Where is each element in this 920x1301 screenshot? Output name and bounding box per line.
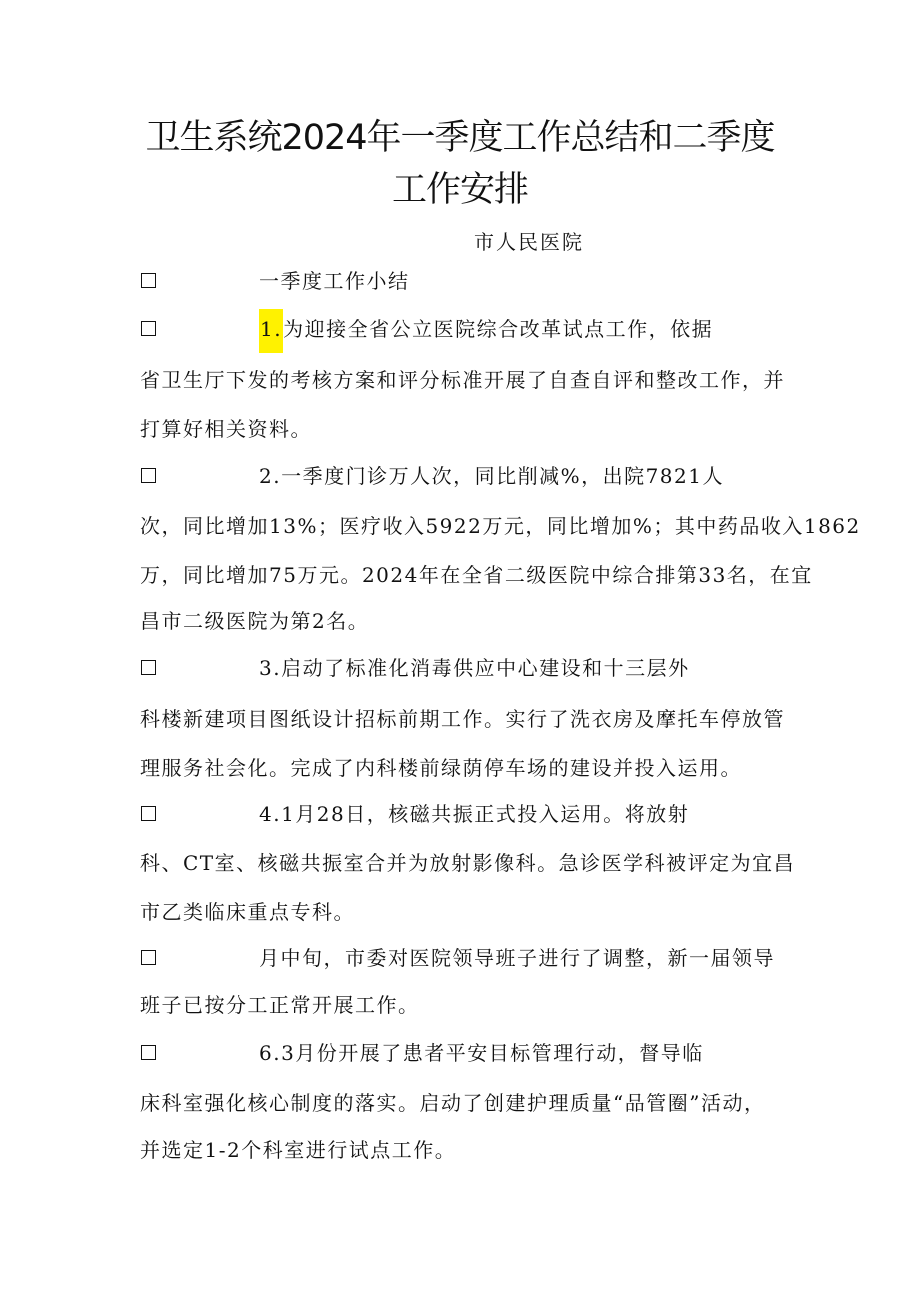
document-title-line-1: 卫生系统2024年一季度工作总结和二季度	[145, 118, 775, 158]
paragraph-line: 万，同比增加75万元。2024年在全省二级医院中综合排第33名，在宜	[140, 563, 813, 587]
item-4-first-line: 4.1月28日，核磁共振正式投入运用。将放射	[259, 802, 690, 826]
item-2-first-line: 2.一季度门诊万人次，同比削减%，出院7821人	[259, 464, 724, 488]
checkbox-icon	[141, 806, 156, 821]
checkbox-icon	[141, 468, 156, 483]
document-title-line-2: 工作安排	[391, 170, 528, 210]
paragraph-line: 班子已按分工正常开展工作。	[140, 993, 420, 1017]
paragraph-line: 科楼新建项目图纸设计招标前期工作。实行了洗衣房及摩托车停放管	[140, 707, 785, 731]
paragraph-line: 并选定1-2个科室进行试点工作。	[140, 1138, 457, 1162]
document-author: 市人民医院	[474, 230, 584, 254]
paragraph-line: 打算好相关资料。	[140, 417, 312, 441]
highlighted-number: 1.	[259, 309, 283, 353]
checkbox-icon	[141, 1045, 156, 1060]
paragraph-line: 昌市二级医院为第2名。	[140, 609, 370, 633]
checkbox-icon	[141, 273, 156, 288]
paragraph-line: 理服务社会化。完成了内科楼前绿荫停车场的建设并投入运用。	[140, 756, 742, 780]
item-5-first-line: 月中旬，市委对医院领导班子进行了调整，新一届领导	[259, 946, 775, 970]
checkbox-icon	[141, 660, 156, 675]
paragraph-line: 科、CT室、核磁共振室合并为放射影像科。急诊医学科被评定为宜昌	[140, 851, 796, 875]
section-heading: 一季度工作小结	[259, 269, 410, 293]
checkbox-icon	[141, 321, 156, 336]
checkbox-icon	[141, 950, 156, 965]
paragraph-line: 次，同比增加13%；医疗收入5922万元，同比增加%；其中药品收入1862	[140, 514, 861, 538]
item-3-first-line: 3.启动了标准化消毒供应中心建设和十三层外	[259, 656, 690, 680]
paragraph-line: 市乙类临床重点专科。	[140, 900, 355, 924]
paragraph-line: 省卫生厅下发的考核方案和评分标准开展了自查自评和整改工作，并	[140, 368, 785, 392]
item-1-first-line: 1.为迎接全省公立医院综合改革试点工作，依据	[259, 315, 713, 343]
paragraph-line: 床科室强化核心制度的落实。启动了创建护理质量“品管圈”活动，	[140, 1091, 766, 1115]
item-6-first-line: 6.3月份开展了患者平安目标管理行动，督导临	[259, 1041, 704, 1065]
